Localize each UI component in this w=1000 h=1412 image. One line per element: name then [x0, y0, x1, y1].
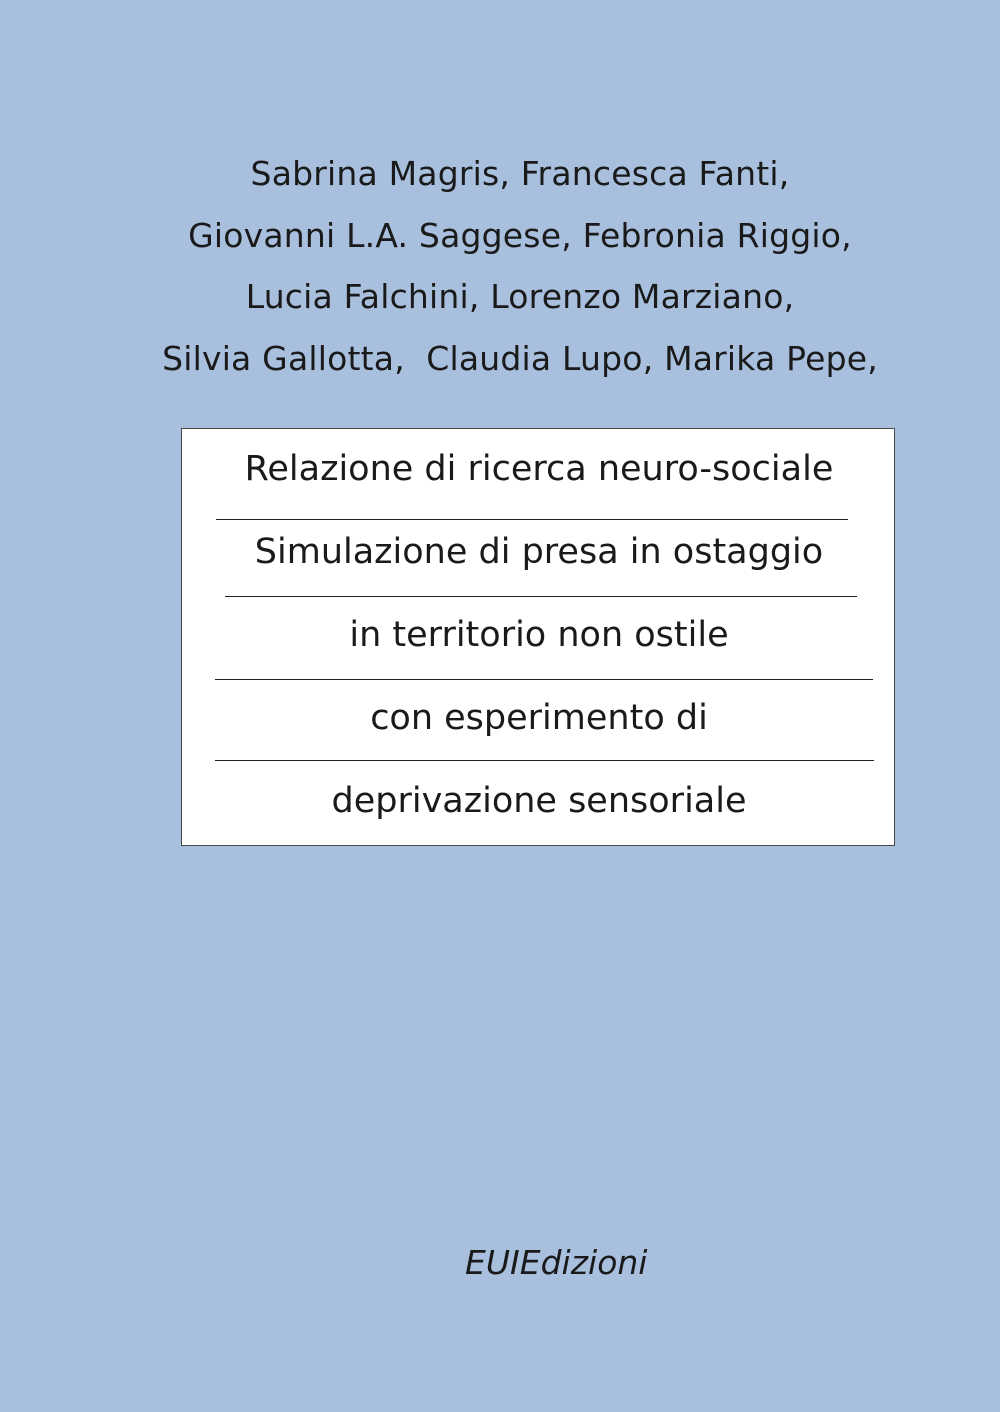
title-divider	[215, 760, 874, 761]
title-line-5: deprivazione sensoriale	[331, 781, 747, 821]
author-line: Sabrina Magris, Francesca Fanti,	[250, 154, 790, 193]
title-box	[181, 428, 895, 846]
author-line: Silvia Gallotta, Claudia Lupo, Marika Pepe,	[162, 338, 878, 378]
author-list	[0, 143, 1000, 389]
title-line-2: Simulazione di presa in ostaggio	[254, 532, 824, 572]
title-divider	[215, 679, 873, 680]
author-line: Giovanni L.A. Saggese, Febronia Riggio,	[188, 215, 852, 255]
title-divider	[225, 596, 857, 597]
title-line-1: Relazione di ricerca neuro-sociale	[244, 449, 834, 489]
title-line-3: in territorio non ostile	[349, 615, 729, 655]
publisher-name: EUIEdizioni	[465, 1243, 648, 1282]
title-line-4: con esperimento di	[370, 698, 708, 738]
title-divider	[216, 519, 848, 520]
author-line: Lucia Falchini, Lorenzo Marziano,	[245, 277, 795, 316]
